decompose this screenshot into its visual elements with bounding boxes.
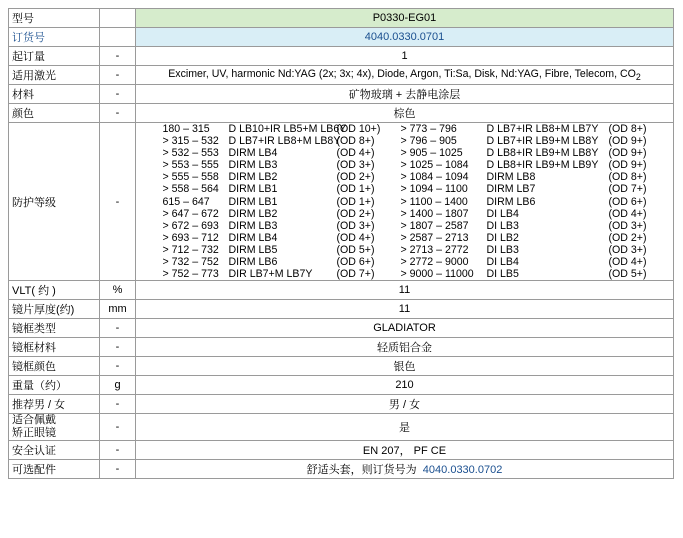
row-frame-color [9, 357, 674, 376]
protection-type-cell: DI LB5 [486, 268, 519, 281]
weight-value: 210 [136, 376, 674, 395]
row-thickness [9, 300, 674, 319]
protection-od-cell: (OD 7+) [608, 183, 647, 196]
protection-range-cell: > 2772 – 9000 [400, 256, 469, 269]
row-protection [9, 123, 674, 281]
row-label: 安全认证 [9, 441, 100, 460]
protection-od-cell: (OD 3+) [608, 243, 647, 256]
row-unit: - [100, 319, 136, 338]
row-unit [100, 28, 136, 47]
protection-range-cell: > 558 – 564 [162, 183, 219, 196]
protection-type-cell: DIRM LB6 [228, 256, 278, 269]
protection-column-right [401, 123, 647, 280]
protection-od-cell: (OD 4+) [336, 231, 375, 244]
protection-type-cell: DI LB4 [486, 207, 519, 220]
row-label: 镜框类型 [9, 319, 100, 338]
row-label: 镜框颜色 [9, 357, 100, 376]
row-label [9, 414, 100, 441]
protection-type-cell: DI LB3 [486, 243, 519, 256]
protection-od-cell: (OD 4+) [336, 147, 375, 160]
row-unit: - [100, 357, 136, 376]
protection-range-cell: 180 – 315 [162, 123, 210, 135]
row-color [9, 104, 674, 123]
row-prescription-compatible [9, 414, 674, 441]
row-vlt [9, 281, 674, 300]
row-unit: - [100, 47, 136, 66]
protection-type-cell: DIRM LB6 [486, 195, 536, 208]
protection-type-cell: DIRM LB7 [486, 183, 536, 196]
protection-range-cell: > 1094 – 1100 [400, 183, 468, 196]
protection-range-cell: > 1400 – 1807 [400, 207, 469, 220]
spec-sheet [8, 8, 673, 479]
protection-od-cell: (OD 2+) [608, 231, 647, 244]
protection-od-cell: (OD 6+) [608, 195, 647, 208]
row-label: 适用激光 [9, 66, 100, 85]
row-model [9, 9, 674, 28]
protection-range-cell: > 796 – 905 [400, 135, 457, 148]
protection-od-cell: (OD 7+) [336, 268, 375, 281]
protection-type-cell: DIRM LB2 [228, 207, 278, 220]
protection-range-cell: > 555 – 558 [162, 171, 219, 184]
moq-value: 1 [136, 47, 674, 66]
options-order-code: 4040.0330.0702 [422, 464, 503, 477]
protection-type-cell: D LB7+IR LB9+M LB8Y [486, 135, 599, 148]
protection-range-cell: > 752 – 773 [162, 268, 219, 281]
protection-type-cell: D LB8+IR LB9+M LB8Y [486, 147, 599, 160]
protection-column-left [163, 123, 401, 280]
protection-od-cell: (OD 8+) [608, 171, 647, 184]
protection-type-cell: DIRM LB4 [228, 231, 278, 244]
protection-range-cell: > 532 – 553 [162, 147, 219, 160]
protection-type-cell: DIRM LB1 [228, 183, 278, 196]
protection-type-cell: D LB8+IR LB9+M LB9Y [486, 159, 599, 172]
row-unit [100, 9, 136, 28]
row-label: VLT( 约 ) [9, 281, 100, 300]
protection-od-cell: (OD 5+) [336, 243, 375, 256]
protection-range-cell: > 905 – 1025 [400, 147, 463, 160]
options-value [136, 460, 674, 479]
protection-range-cell: > 732 – 752 [162, 256, 219, 269]
laser-value [136, 66, 674, 85]
protection-od-cell: (OD 1+) [336, 195, 375, 208]
row-unit: - [100, 395, 136, 414]
row-label: 型号 [9, 9, 100, 28]
row-options [9, 460, 674, 479]
protection-type-cell: DIRM LB4 [228, 147, 278, 160]
laser-list: Excimer, UV, harmonic Nd:YAG (2x; 3x; 4x), Diode, Argon, Ti:Sa, Disk, Nd:YAG, Fibre, Telecom, CO [168, 67, 636, 80]
row-unit: - [100, 338, 136, 357]
row-label: 颜色 [9, 104, 100, 123]
protection-od-cell: (OD 3+) [608, 219, 647, 232]
row-material [9, 85, 674, 104]
protection-type-cell: D LB7+IR LB8+M LB7Y [486, 123, 599, 135]
protection-range-cell: > 2713 – 2772 [400, 243, 469, 256]
protection-type-cell: DIR LB7+M LB7Y [228, 268, 313, 281]
row-unit: - [100, 460, 136, 479]
protection-od-cell: (OD 2+) [336, 171, 375, 184]
protection-range-cell: > 712 – 732 [162, 243, 219, 256]
protection-range-cell: 615 – 647 [162, 195, 210, 208]
protection-range-cell: > 2587 – 2713 [400, 231, 469, 244]
row-unit: - [100, 85, 136, 104]
material-value: 矿物玻璃 + 去静电涂层 [136, 85, 674, 104]
protection-type-cell: DIRM LB3 [228, 219, 278, 232]
row-label-line: 矫正眼镜 [12, 427, 56, 440]
protection-od-cell: (OD 4+) [608, 207, 647, 220]
protection-type-cell: D LB7+IR LB8+M LB8Y [228, 135, 341, 148]
frame-material-value: 轻质铝合金 [136, 338, 674, 357]
row-unit: - [100, 104, 136, 123]
protection-od-cell: (OD 6+) [336, 256, 375, 269]
vlt-value: 11 [136, 281, 674, 300]
protection-od-cell: (OD 9+) [608, 135, 647, 148]
protection-od-cell: (OD 3+) [336, 219, 375, 232]
protection-range-cell: > 553 – 555 [162, 159, 219, 172]
protection-range-cell: > 672 – 693 [162, 219, 219, 232]
protection-od-cell: (OD 3+) [336, 159, 375, 172]
protection-range-cell: > 693 – 712 [162, 231, 219, 244]
laser-subscript: 2 [635, 72, 641, 83]
row-unit: mm [100, 300, 136, 319]
row-order-number [9, 28, 674, 47]
protection-type-cell: DIRM LB2 [228, 171, 278, 184]
protection-od-cell: (OD 4+) [608, 256, 647, 269]
protection-range-cell: > 315 – 532 [162, 135, 219, 148]
protection-od-cell: (OD 8+) [608, 123, 647, 135]
row-unit: g [100, 376, 136, 395]
frame-color-value: 银色 [136, 357, 674, 376]
protection-od-cell: (OD 1+) [336, 183, 375, 196]
prescription-compatible-value: 是 [136, 414, 674, 441]
protection-range-cell: > 9000 – 11000 [400, 268, 474, 281]
protection-od-cell: (OD 9+) [608, 147, 647, 160]
protection-type-cell: DI LB4 [486, 256, 519, 269]
protection-grid [139, 123, 670, 280]
row-unit: - [100, 123, 136, 281]
row-label: 镜框材料 [9, 338, 100, 357]
row-label: 推荐男 / 女 [9, 395, 100, 414]
certification-value: EN 207， PF CE [136, 441, 674, 460]
row-label: 订货号 [9, 28, 100, 47]
protection-type-cell: D LB10+IR LB5+M LB6Y [228, 123, 347, 135]
row-label: 材料 [9, 85, 100, 104]
protection-od-cell: (OD 10+) [336, 123, 381, 135]
protection-type-cell: DIRM LB3 [228, 159, 278, 172]
thickness-value: 11 [136, 300, 674, 319]
order-number-value: 4040.0330.0701 [136, 28, 674, 47]
protection-range-cell: > 773 – 796 [400, 123, 457, 135]
protection-range-cell: > 1807 – 2587 [400, 219, 469, 232]
protection-range-cell: > 1084 – 1094 [400, 171, 469, 184]
protection-od-cell: (OD 9+) [608, 159, 647, 172]
row-unit: - [100, 66, 136, 85]
protection-type-cell: DI LB2 [486, 231, 519, 244]
row-label: 可选配件 [9, 460, 100, 479]
row-unit: - [100, 414, 136, 441]
row-label: 起订量 [9, 47, 100, 66]
protection-type-cell: DI LB3 [486, 219, 519, 232]
protection-value [136, 123, 674, 281]
protection-range-cell: > 647 – 672 [162, 207, 219, 220]
row-weight [9, 376, 674, 395]
model-value: P0330-EG01 [136, 9, 674, 28]
row-frame-type [9, 319, 674, 338]
frame-type-value: GLADIATOR [136, 319, 674, 338]
row-label: 镜片厚度(约) [9, 300, 100, 319]
color-value: 棕色 [136, 104, 674, 123]
row-laser [9, 66, 674, 85]
row-label-line: 适合佩戴 [12, 414, 56, 427]
row-gender [9, 395, 674, 414]
row-frame-material [9, 338, 674, 357]
row-moq [9, 47, 674, 66]
spec-table [8, 8, 674, 479]
row-unit: - [100, 441, 136, 460]
protection-od-cell: (OD 8+) [336, 135, 375, 148]
row-label: 防护等级 [9, 123, 100, 281]
protection-od-cell: (OD 5+) [608, 268, 647, 281]
protection-type-cell: DIRM LB8 [486, 171, 536, 184]
protection-range-cell: > 1025 – 1084 [400, 159, 469, 172]
protection-type-cell: DIRM LB5 [228, 243, 278, 256]
gender-value: 男 / 女 [136, 395, 674, 414]
protection-type-cell: DIRM LB1 [228, 195, 278, 208]
protection-od-cell: (OD 2+) [336, 207, 375, 220]
row-certification [9, 441, 674, 460]
row-label: 重量（约） [9, 376, 100, 395]
protection-range-cell: > 1100 – 1400 [400, 195, 468, 208]
options-text: 舒适头套，则订货号为 [306, 464, 417, 477]
row-unit: % [100, 281, 136, 300]
